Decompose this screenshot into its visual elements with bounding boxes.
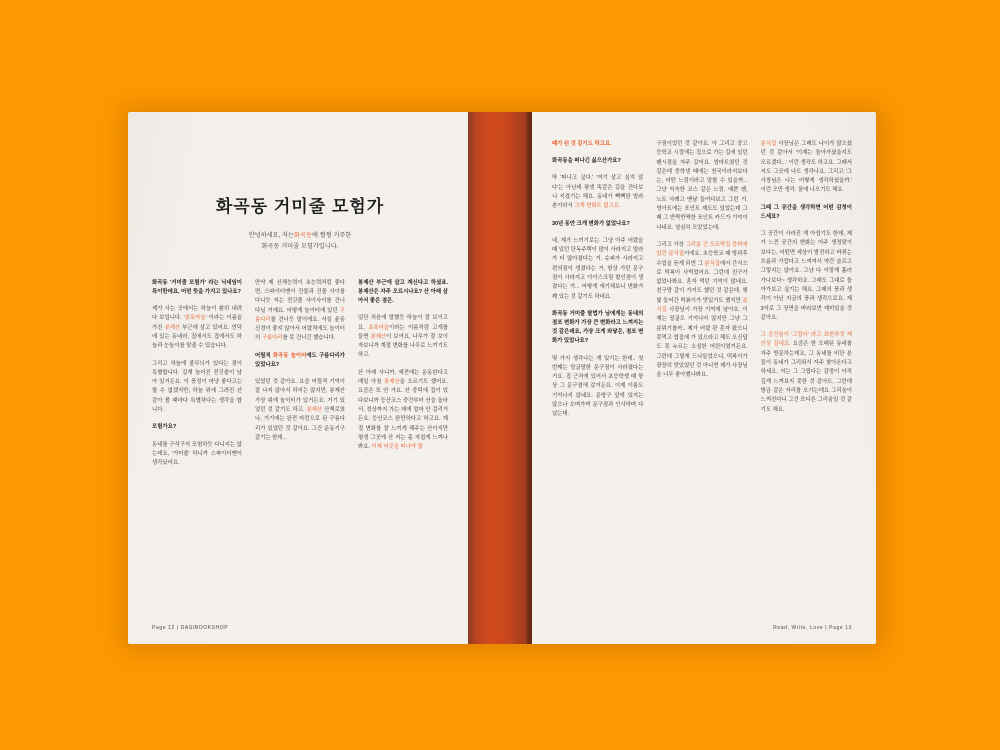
title-block	[152, 192, 448, 253]
subtitle-line2: 화곡동 거미줄 모험가입니다.	[261, 242, 339, 250]
highlight-run: 분식집	[760, 141, 777, 147]
paragraph	[761, 331, 852, 415]
left-page	[128, 112, 468, 644]
highlight-run: 봉제산	[164, 324, 181, 331]
question: 화곡동을 떠나긴 싫으산가요?	[552, 158, 621, 165]
question-continuation: 때가 된 것 같기도 하고요.	[552, 141, 612, 147]
right-columns	[552, 140, 852, 428]
paragraph	[656, 241, 747, 380]
question: 봉제산 부근에 살고 계신다고 하셨죠. 봉제산은 자주 오르시나요? 산 아래 살아서 좋은 점은.	[358, 279, 448, 305]
highlight-run: 그 공간들이 '그립다' 라고 표현하것 게 인상 깊네요.	[760, 332, 852, 348]
text-run: ' 이라는 이름을 가진	[152, 315, 242, 331]
text-run: 에도 구름다리가 있었나요?	[255, 352, 345, 368]
text-run: 이 보여요, 나무가 잘 보이자보니까 계절 변화를 나무로 느끼기도 하고.	[358, 333, 448, 359]
highlight-run: 봉제산	[384, 379, 400, 386]
footer-right: Read, Write, Love | Page 13	[773, 625, 852, 631]
text-run: 산 아래 사니까, 예전에는 운동한다고 매일 아침	[358, 369, 448, 386]
text-run: 제가 사는 곳에서는 하늘이 훤히 내려다 보입니다. '	[152, 306, 242, 322]
text-run: 요즘은 한 오래된 동네를 자주 방문하는데요, 그 동네를 비단 본들이 동네가 그리워서 자주 찾아온다고 하세요. 저는 그 그립다는 감정이 아직 깊게 느껴보지 못한 것 같아도, 그런데 방금 같은 자리를 오가는데요 그리움이 느껴진다니 그건 또다른 그리움일 것 같기도 해요.	[760, 341, 852, 413]
paragraph	[358, 369, 448, 453]
question: 화곡동 거미줄 탈법가 님에게는 동네의 점포 변화가 가장 큰 변화라고 느껴지는 것 같은데요, 가장 크게 와닿은, 점포 변화가 있었나요?	[552, 310, 644, 345]
left-columns	[152, 279, 448, 477]
right-column-1	[552, 140, 643, 428]
highlight-run: 분식집	[656, 297, 748, 314]
subtitle-post: 에 쩔쩡 거주한	[311, 232, 352, 239]
text-run: 산책로였나, 거기에는 완전 마련으로 된 구름다리가 있었던 것 같아요. 그건 운동기구 같기는 한데...	[255, 407, 345, 441]
paragraph: 그 공간이 사라진 게 아쉽기도 한데, 제가 느낀 공간의 변화는 아주 생정맞기 보다는, 어떤면 세상이 발전하고 바뀌는 흐름과 가깝다고 느껴져서 약간 슬프고 그렇지는 않아요. 그냥 다 이렇게 흘러가나보다~ 생각하죠. 그래도 그대로 돌아가보고 싶기는 해요. 그때의 풍과 생각이 아닌 지금의 풍과 생각으로요. 제 3자로 그 장면을 바라보면 재미있을 것 같아요.	[760, 231, 852, 321]
subtitle-pre: 안녕하세요, 저는	[248, 232, 295, 239]
right-column-3	[761, 140, 852, 428]
highlight-run: 구름다리	[255, 307, 345, 323]
paragraph	[152, 305, 242, 351]
highlight-run: 봉제산	[370, 333, 387, 340]
highlight-run: 구름다리	[261, 335, 283, 342]
right-page	[532, 112, 876, 644]
text-run: 이라는 이름처럼 고개를 들면	[358, 324, 449, 340]
text-run: 을 오르기도 했어요. 요즘은 또 안 가요. 산 중턱에 집이 있다보니까 등산코스 중간부터 산을 올라서, 정상까지 가는 데에 얼마 안 걸리거든요. 등산코스 완만하다고 하고요. 계절 변화를 잘 느끼게 해주는 산이지만 평생 그곳에 산 저는 좀 지겹게 느껴나봐요.	[358, 379, 449, 451]
text-run: 이에요. 초등학교 때 방과후 수업을 듣게 되면 그	[656, 251, 748, 267]
question: 30년 동안 크게 변화가 없었나요?	[552, 220, 630, 227]
paragraph: 그리고 하늘에 줄무늬가 있다는 점이 특별합니다. 길게 늘어진 전깃줄이 남아 있거든요. 이 풍경이 마냥 좋다고는 할 수 없겠지만, 하늘 위에 그려진 선 같아 볼 때마다 특별하다는 생각을 합니다.	[152, 360, 242, 414]
highlight-run: 그리운 건 모르막길 중턱에 있던 분식집	[656, 241, 748, 258]
paragraph	[358, 314, 448, 360]
question: 모험가요?	[152, 424, 177, 431]
highlight-run: 크게 변화도 없고요.	[574, 203, 621, 210]
page-subtitle	[152, 231, 448, 253]
highlight-run: 초록마을	[368, 324, 390, 331]
question	[255, 352, 345, 370]
page-title: 화곡동 거미줄 모험가	[215, 197, 385, 216]
paragraph: 구점이었던 것 같아요. 아 그리고 중고등학교 시절에는 집으로 가는 길에 있던 팬시점을 자주 갔어요. 엄마트였던 것 같은데 중학생 때에는 천국이라지보다는, 어떤 느낌이라고 말할 수 있을까... 그냥 익숙한 코스 같은 느낌. 예쁜 펜, 노트 사례고 맨날 들여다보고 그런 거. 영아트에는 포인트 제도도 있었는데 그때 그 반짝반짝한 포인트 카드가 기억이 나네요. 열심히 모았었는데.	[656, 141, 748, 231]
left-column-3	[358, 279, 448, 477]
text-run: 있었던 것 같아요. 요즘 어릴적 기억이 잘 나지 않아서 하지는 않지만, 봉제산 가장 위에 놀이터가 있거든요. 거기 있었던 것 같기도 하고.	[255, 379, 345, 414]
highlight-run: 봉제산	[306, 407, 323, 414]
text-run: 에서 간식으로 떡복이 사먹었어요. 그런데 친구가 없었나봐요. 혼자 먹던 기억이 많네요. 친구랑 같이 가거도 했던 것 같은데. 햇빛 들어간 떡볶이가 맛있기도 했지만	[656, 260, 748, 304]
paragraph: 몇 가지 생각나는 게 있기는 한데.. 첫 번째는 망글말한 문구점이 사라졌다는 거요. 집 근처에 있어서 초등학생 때 항상 그 문구점에 갔거든요. 이제 이름도 기억나지 않네요. 문방구 앞에 있지는 않으나 오며가며 문구점과 인사하며 다녔는데.	[552, 355, 644, 418]
left-column-1	[152, 279, 242, 477]
highlight-run: 분식집	[704, 260, 721, 267]
text-run: 사장님이 가장 기억에 남아요. 이제는 얼굴도 기억나지 않지만 그냥 그 분위기를까.. 제가 어렸 판 혼자 왔으니 못먹고 엽집에 가 있으라고 해도 오신답도 못 누르는 소심한 어린이였거든요. 그런데 그렇게 드나들었으니, 떡복이가 광장히 맛있었던 것 아니면 제가 사장님을 너무 좋아했나봐요.	[656, 307, 748, 379]
question: 그때 그 공간을 생각하면 어떤 감정이 드세요?	[760, 204, 852, 220]
paragraph	[761, 140, 852, 196]
text-run: 를 건너듯 말이에요. 사실 윤동 신경이 좋지 않아서 어렸적에도 놀이터의	[255, 316, 345, 342]
left-column-2	[255, 279, 345, 477]
paragraph: 네, 제가 느끼기로는. 그냥 아주 어렸을 때 있던 단독주택이 많이 사라지고 빌라가 더 많아졌다는 거. 슈퍼가 사라지고 편의점이 생겼다는 거, 항상 가던 문구점이 사라지고 아이스크림 할인점이 생겼다는 거... 어떻게 얘기해보니 변화가 꽤 있는 것 같기도 하네요.	[552, 237, 644, 300]
text-run: 일단 처음에 말했듯 하늘이 잘 보이고요,	[358, 315, 448, 331]
book-spine	[468, 112, 532, 644]
paragraph	[255, 279, 345, 344]
text-run: 를 못 건너긴 했습니다.	[282, 335, 336, 342]
highlight-run: 화곡동 놀이터	[272, 352, 307, 359]
text-run: 어릴적	[255, 352, 273, 359]
paragraph	[552, 174, 643, 211]
highlight-run: 이제 어곳을 떠나야 할	[371, 444, 423, 451]
subtitle-highlight: 화곡동	[294, 232, 312, 239]
paragraph: 동네를 구석구석 모험하듯 다니지는 않는데요, '거미줄' 하니까 스파이더맨이 생각났어요.	[152, 441, 242, 467]
paragraph	[255, 378, 345, 443]
text-run: 딱 '떠나고 싶다.' '여기 살고 싶지 않다'는 아닌데 평생 똑같은 길을 건다보니 지겹기는 해요. 동네가 빽빽한 빌라촌이라서	[552, 175, 644, 210]
open-book-spread	[128, 112, 876, 644]
text-run: 사장님은 그래도 나이가 많으셨던 것 같아서 '이제는 돌아가셨을지도 모르겠다...' 이런 생각도 하고요. 그래서 저도 그곳에 나도 생각나요. 그리고 '그 사장님은 나는 어떻게 생각하셨을까.' 이런 오만 생각. 꿈에 나오기도 해요.	[760, 141, 852, 194]
right-column-2	[656, 140, 747, 428]
text-run: 그리고 가장	[656, 241, 686, 248]
text-run: 만약 제 신체능력이 초능력처럼 좋다면, 스파이더맨이 건물과 건물 사이를 다니듯 저는 전깃줄 사이사이를 건너 다닐 거예요. 어떻게 놀이터에 있던	[255, 279, 345, 314]
highlight-run: 봉룩마을	[184, 315, 206, 322]
question: 화곡동 '거미줄 모험가' 라는 닉네임이 특이한데요, 어떤 뜻을 가지고 있나요?	[152, 279, 242, 295]
footer-left: Page 12 | DASIBOOKSHOP	[152, 625, 229, 631]
text-run: 부근에 살고 있어요. 언덕에 있는 동네라, 집에서도 집에서도 하늘과 눈높이를 맞출 수 있습니다.	[152, 324, 242, 350]
